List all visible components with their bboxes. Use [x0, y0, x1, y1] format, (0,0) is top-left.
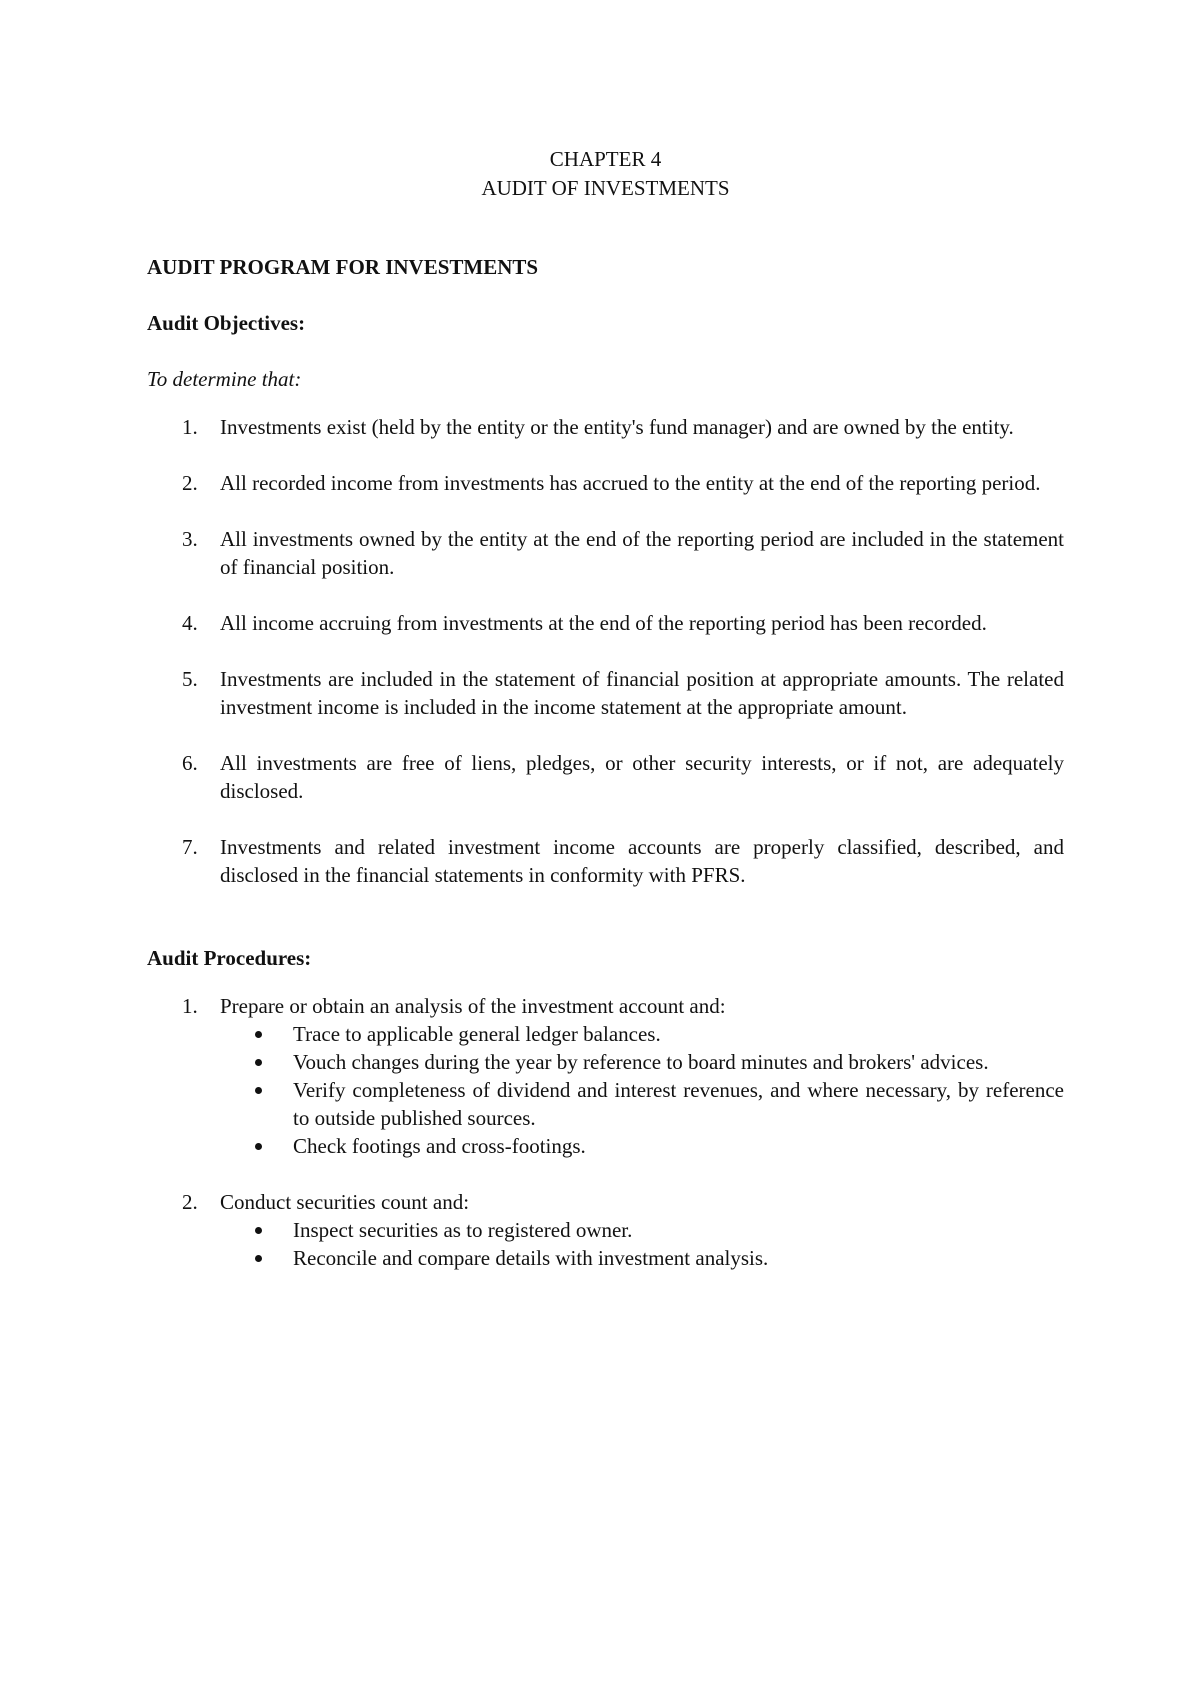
objective-number: 6. [182, 751, 198, 775]
bullet-icon [255, 1143, 262, 1150]
objective-number: 2. [182, 471, 198, 495]
procedure-number: 2. [182, 1190, 198, 1214]
objective-item [147, 609, 1064, 637]
objective-number: 7. [182, 835, 198, 859]
objective-item [147, 525, 1064, 581]
objectives-list [147, 413, 1064, 889]
procedure-step [219, 1048, 1064, 1076]
bullet-icon [255, 1255, 262, 1262]
document-page [147, 145, 1064, 1300]
objective-item [147, 413, 1064, 441]
chapter-header [147, 145, 1064, 203]
bullet-icon [255, 1087, 262, 1094]
objectives-intro: To determine that: [147, 367, 302, 391]
procedures-heading: Audit Procedures: [147, 946, 312, 970]
objective-text: Investments and related investment income accounts are properly classified, described, and disclosed in the financial statements in conformity with PFRS. [220, 835, 1064, 887]
objective-text: All investments are free of liens, pledges, or other security interests, or if not, are adequately disclosed. [220, 751, 1064, 803]
procedures-list [147, 992, 1064, 1272]
objective-item [147, 469, 1064, 497]
objective-text: Investments exist (held by the entity or the entity's fund manager) and are owned by the entity. [220, 415, 1014, 439]
objective-text: Investments are included in the statement of financial position at appropriate amounts. The related investment income is included in the income statement at the appropriate amount. [220, 667, 1064, 719]
bullet-icon [255, 1031, 262, 1038]
procedure-step [219, 1076, 1064, 1132]
procedure-step [219, 1020, 1064, 1048]
step-text: Check footings and cross-footings. [293, 1134, 586, 1158]
objective-text: All income accruing from investments at the end of the reporting period has been recorded. [220, 611, 987, 635]
bullet-icon [255, 1227, 262, 1234]
chapter-title: AUDIT OF INVESTMENTS [481, 176, 730, 200]
procedure-steps [220, 1020, 1064, 1160]
objective-text: All recorded income from investments has accrued to the entity at the end of the reporting period. [220, 471, 1041, 495]
objective-item [147, 833, 1064, 889]
procedure-text: Conduct securities count and: [220, 1190, 470, 1214]
objective-number: 3. [182, 527, 198, 551]
procedure-item [147, 1188, 1064, 1272]
procedure-step [219, 1132, 1064, 1160]
step-text: Inspect securities as to registered owner. [293, 1218, 633, 1242]
objective-number: 1. [182, 415, 198, 439]
objective-number: 4. [182, 611, 198, 635]
objective-item [147, 749, 1064, 805]
objective-item [147, 665, 1064, 721]
bullet-icon [255, 1059, 262, 1066]
procedure-item [147, 992, 1064, 1160]
procedure-steps [220, 1216, 1064, 1272]
step-text: Trace to applicable general ledger balances. [293, 1022, 661, 1046]
objective-text: All investments owned by the entity at the end of the reporting period are included in the statement of financial position. [220, 527, 1064, 579]
step-text: Vouch changes during the year by reference to board minutes and brokers' advices. [293, 1050, 989, 1074]
step-text: Reconcile and compare details with investment analysis. [293, 1246, 769, 1270]
chapter-number: CHAPTER 4 [549, 147, 662, 171]
objectives-heading: Audit Objectives: [147, 311, 306, 335]
step-text: Verify completeness of dividend and interest revenues, and where necessary, by reference to outside published sources. [293, 1078, 1064, 1130]
procedure-number: 1. [182, 994, 198, 1018]
objective-number: 5. [182, 667, 198, 691]
procedure-step [219, 1244, 1064, 1272]
procedure-step [219, 1216, 1064, 1244]
audit-program-heading: AUDIT PROGRAM FOR INVESTMENTS [147, 255, 539, 279]
procedure-text: Prepare or obtain an analysis of the investment account and: [220, 994, 726, 1018]
